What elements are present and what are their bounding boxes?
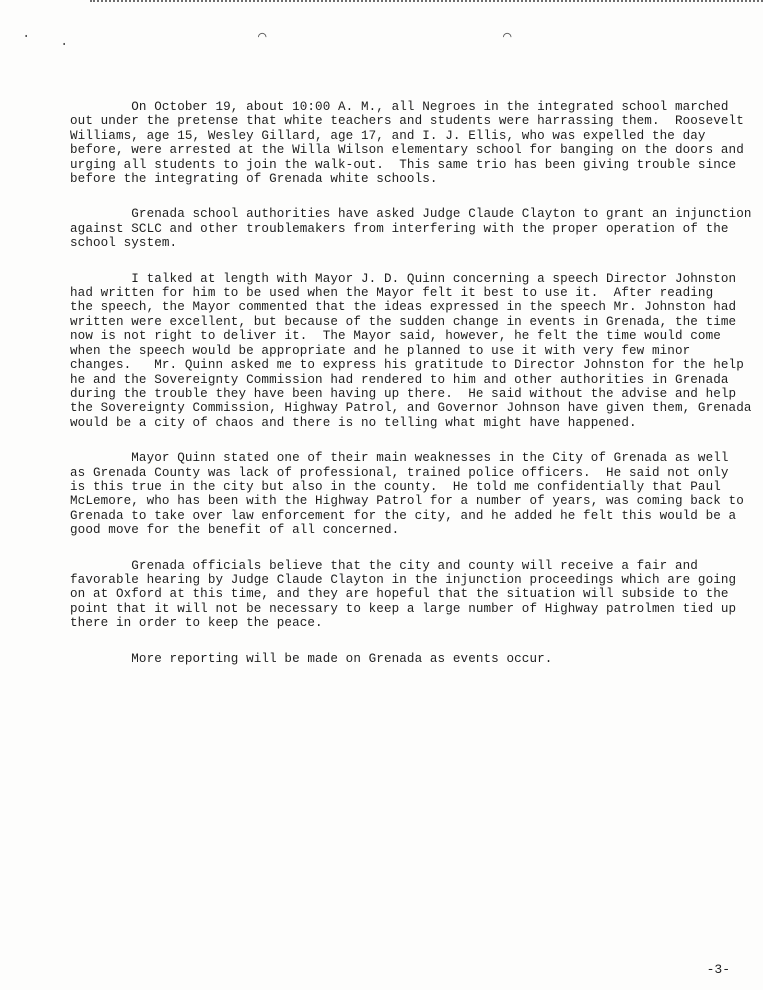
text-line: good move for the benefit of all concerned. (70, 523, 400, 538)
text-line: the Sovereignty Commission, Highway Patrol, and Governor Johnson have given them, Grenada (70, 401, 752, 416)
text-line: as Grenada County was lack of professional, trained police officers. He said not only (70, 465, 729, 480)
text-line: had written for him to be used when the Mayor felt it best to use it. After reading (70, 286, 714, 301)
page-number: -3- (706, 962, 730, 977)
paragraph-walkout (70, 100, 760, 186)
text-line: Grenada school authorities have asked Judge Claude Clayton to grant an injunction (70, 207, 752, 222)
text-line: before, were arrested at the Willa Wilson elementary school for banging on the doors and (70, 143, 744, 158)
text-line: would be a city of chaos and there is no telling what might have happened. (70, 415, 637, 430)
text-line: against SCLC and other troublemakers from interfering with the proper operation of the (70, 221, 729, 236)
margin-speck: · (60, 37, 69, 53)
text-line: there in order to keep the peace. (70, 616, 323, 631)
text-line: urging all students to join the walk-out. This same trio has been giving trouble since (70, 157, 737, 172)
text-line: out under the pretense that white teachers and students were harrassing them. Roosevelt (70, 114, 744, 129)
text-line: Mayor Quinn stated one of their main weaknesses in the City of Grenada as well (70, 451, 729, 466)
text-line: now is not right to deliver it. The Mayor said, however, he felt the time would come (70, 329, 721, 344)
paragraph-injunction (70, 207, 760, 250)
document-body (70, 100, 760, 666)
text-line: on at Oxford at this time, and they are hopeful that the situation will subside to the (70, 587, 729, 602)
text-line: the speech, the Mayor commented that the ideas expressed in the speech Mr. Johnston had (70, 300, 737, 315)
text-line: before the integrating of Grenada white schools. (70, 172, 438, 187)
margin-speck: · (22, 29, 31, 45)
paragraph-mayor-speech (70, 272, 760, 430)
paragraph-police-weakness (70, 451, 760, 537)
text-line: when the speech would be appropriate and he planned to use it with very few minor (70, 343, 691, 358)
text-line: On October 19, about 10:00 A. M., all Negroes in the integrated school marched (70, 100, 729, 114)
text-line: written were excellent, but because of the sudden change in events in Grenada, the time (70, 314, 737, 329)
ink-mark: ⌒ (258, 29, 267, 45)
text-line: I talked at length with Mayor J. D. Quinn concerning a speech Director Johnston (70, 271, 737, 286)
text-line: school system. (70, 236, 178, 251)
ink-mark: ⌒ (503, 29, 512, 45)
torn-top-edge (90, 0, 763, 7)
text-line: point that it will not be necessary to keep a large number of Highway patrolmen tied up (70, 601, 737, 616)
text-line: McLemore, who has been with the Highway Patrol for a number of years, was coming back to (70, 494, 744, 509)
paragraph-officials-hopeful (70, 559, 760, 631)
text-line: is this true in the city but also in the county. He told me confidentially that Paul (70, 479, 721, 494)
text-line: Grenada officials believe that the city and county will receive a fair and (70, 558, 698, 573)
text-line: during the trouble they have been having up there. He said without the advise and help (70, 386, 737, 401)
paragraph-closing (70, 652, 760, 666)
text-line: changes. Mr. Quinn asked me to express his gratitude to Director Johnston for the help (70, 358, 744, 373)
text-line: he and the Sovereignty Commission had rendered to him and other authorities in Grenada (70, 372, 729, 387)
text-line: More reporting will be made on Grenada as events occur. (70, 651, 553, 666)
text-line: favorable hearing by Judge Claude Clayton in the injunction proceedings which are going (70, 572, 737, 587)
text-line: Grenada to take over law enforcement for the city, and he added he felt this would be a (70, 508, 737, 523)
text-line: Williams, age 15, Wesley Gillard, age 17, and I. J. Ellis, who was expelled the day (70, 128, 706, 143)
